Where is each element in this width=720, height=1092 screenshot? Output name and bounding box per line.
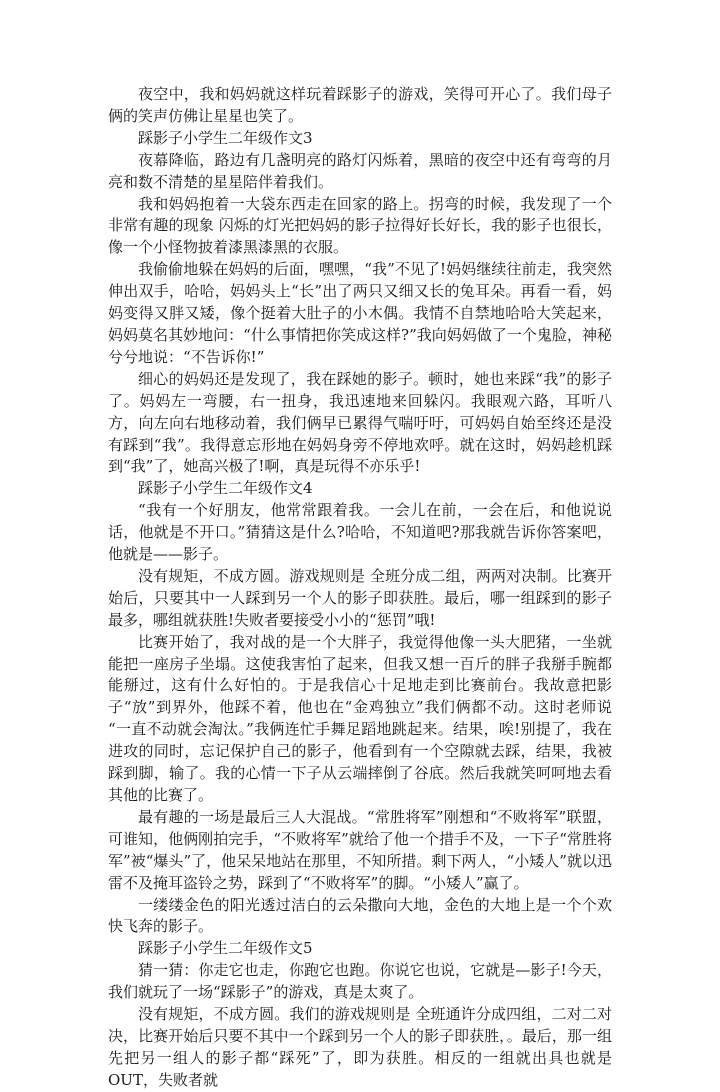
paragraph: 我偷偷地躲在妈妈的后面，嘿嘿，“我”不见了!妈妈继续往前走，我突然伸出双手，哈哈，妈妈头上“长”出了两只又细又长的兔耳朵。再看一看，妈妈变得又胖又矮，像个挺着大肚子的小木偶。我情不自禁地哈哈大笑起来，妈妈莫名其妙地问：“什么事情把你笑成这样?”我向妈妈做了一个鬼脸，神秘兮兮地说：“不告诉你!” [108, 260, 612, 366]
paragraph: 没有规矩，不成方圆。我们的游戏规则是 全班通许分成四组，二对二对决，比赛开始后只要不其中一个踩到另一个人的影子即获胜，。最后，那一组先把另一组人的影子都“踩死”了，即为获胜。相反的一组就出具也就是OUT，失败者就 [108, 1005, 612, 1089]
section-heading: 踩影子小学生二年级作文5 [138, 939, 313, 958]
section-heading: 踩影子小学生二年级作文4 [138, 479, 313, 498]
paragraph: 夜幕降临，路边有几盏明亮的路灯闪烁着，黑暗的夜空中还有弯弯的月亮和数不清楚的星星陪伴着我们。 [108, 150, 612, 191]
paragraph: 比赛开始了，我对战的是一个大胖子，我觉得他像一头大肥猪，一坐就能把一座房子坐塌。这使我害怕了起来，但我又想一百斤的胖子我掰手腕都能掰过，这有什么好怕的。于是我信心十足地走到比赛前台。我故意把影子“放”到界外，他踩不着，他也在“金鸡独立”我们俩都不动。这时老师说 “一直不动就会淘汰。”我俩连忙手舞足蹈地跳起来。结果，唉!别提了，我在进攻的同时，忘记保护自己的影子，他看到有一个空隙就去踩，结果，我被踩到脚，输了。我的心情一下子从云端摔倒了谷底。然后我就笑呵呵地去看其他的比赛了。 [108, 632, 612, 804]
document-page [108, 84, 612, 1092]
paragraph: “我有一个好朋友，他常常跟着我。一会儿在前，一会在后，和他说说话，他就是不开口。”猜猜这是什么?哈哈，不知道吧?那我就告诉你答案吧，他就是——影子。 [108, 501, 612, 564]
paragraph: 最有趣的一场是最后三人大混战。“常胜将军”刚想和“不败将军”联盟，可谁知，他俩刚拍完手，“不败将军”就给了他一个措手不及，一下子“常胜将军”被“爆头”了，他呆呆地站在那里，不知所措。剩下两人，“小矮人”就以迅雷不及掩耳盗铃之势，踩到了“不败将军”的脚。“小矮人”赢了。 [108, 807, 612, 892]
paragraph: 猜一猜：你走它也走，你跑它也跑。你说它也说，它就是—影子!今天，我们就玩了一场“踩影子”的游戏，真是太爽了。 [108, 961, 612, 1002]
paragraph: 没有规矩，不成方圆。游戏规则是 全班分成二组，两两对决制。比赛开始后，只要其中一人踩到另一个人的影子即获胜。最后，哪一组踩到的影子最多，哪组就获胜!失败者要接受小小的“惩罚”哦! [108, 566, 612, 629]
paragraph: 我和妈妈抱着一大袋东西走在回家的路上。拐弯的时候，我发现了一个非常有趣的现象 闪烁的灯光把妈妈的影子拉得好长好长，我的影子也很长，像一个小怪物披着漆黑漆黑的衣服。 [108, 194, 612, 257]
section-heading: 踩影子小学生二年级作文3 [138, 128, 313, 147]
paragraph: 夜空中，我和妈妈就这样玩着踩影子的游戏，笑得可开心了。我们母子俩的笑声仿佛让星星也笑了。 [108, 85, 612, 125]
paragraph: 细心的妈妈还是发现了，我在踩她的影子。顿时，她也来踩“我”的影子了。妈妈左一弯腰，右一扭身，我迅速地来回躲闪。我眼观六路，耳听八方，向左向右地移动着，我们俩早已累得气喘吁吁，可妈妈自始至终还是没有踩到“我”。我得意忘形地在妈妈身旁不停地欢呼。就在这时，妈妈趁机踩到“我”了，她高兴极了!啊，真是玩得不亦乐乎! [108, 369, 612, 476]
paragraph: 一缕缕金色的阳光透过洁白的云朵撒向大地，金色的大地上是一个个欢快飞奔的影子。 [108, 895, 612, 936]
